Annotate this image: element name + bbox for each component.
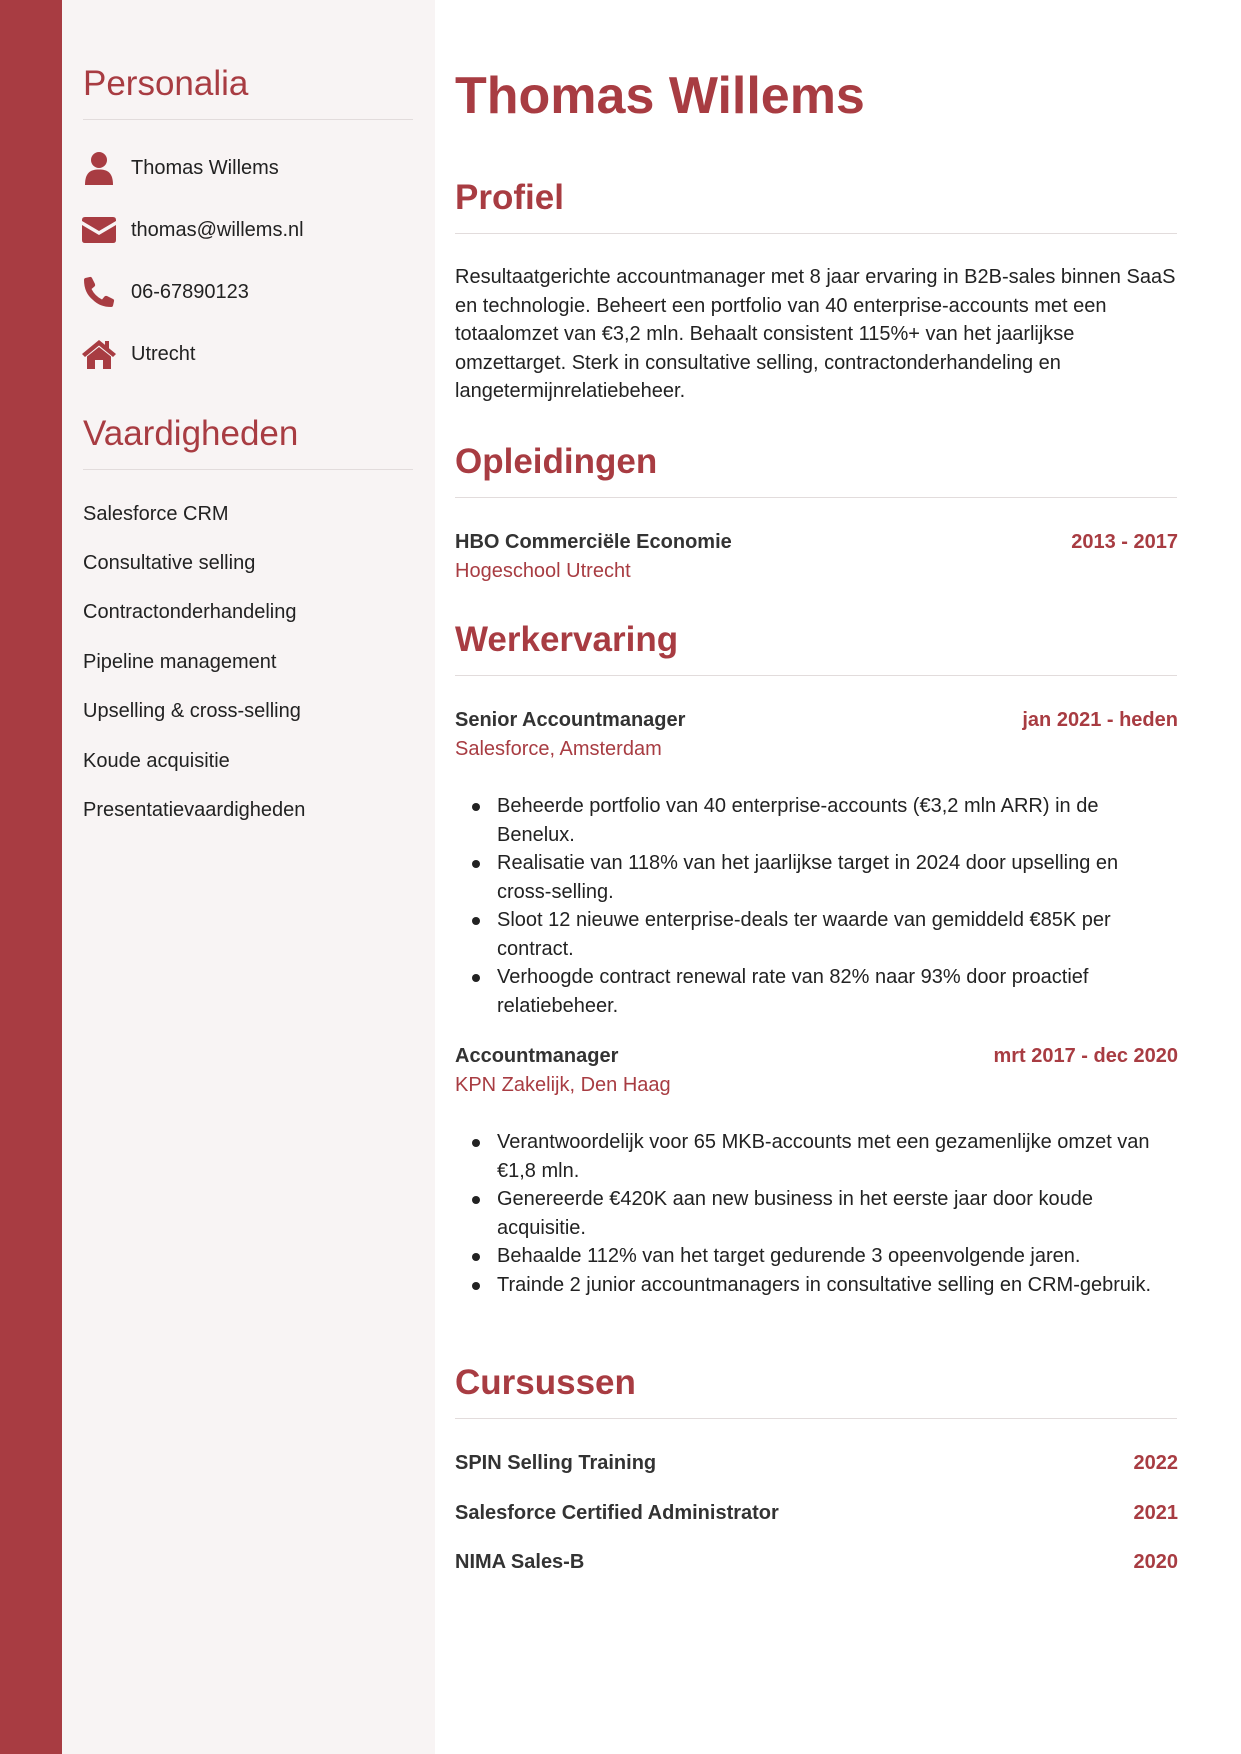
profile-title: Profiel <box>455 178 564 217</box>
personalia-divider <box>83 119 413 120</box>
course-year: 2021 <box>1133 1502 1178 1524</box>
main-content <box>455 0 1180 1754</box>
personalia-title: Personalia <box>83 64 249 103</box>
courses-divider <box>455 1418 1177 1419</box>
skill-item: Contractonderhandeling <box>83 601 297 623</box>
education-divider <box>455 497 1177 498</box>
education-title: Opleidingen <box>455 442 658 481</box>
work-divider <box>455 675 1177 676</box>
job-bullet: Genereerde €420K aan new business in het eerste jaar door koude acquisitie. <box>455 1185 1177 1242</box>
job-bullets <box>455 1128 1177 1299</box>
contact-name-row <box>81 148 279 188</box>
education-degree: HBO Commerciële Economie <box>455 531 732 553</box>
candidate-name: Thomas Willems <box>455 67 865 125</box>
course-title: Salesforce Certified Administrator <box>455 1502 779 1524</box>
skill-item: Upselling & cross-selling <box>83 700 301 722</box>
skill-item: Consultative selling <box>83 552 256 574</box>
education-date: 2013 - 2017 <box>1071 531 1178 553</box>
job-bullet: Sloot 12 nieuwe enterprise-deals ter waarde van gemiddeld €85K per contract. <box>455 906 1177 963</box>
job-date: mrt 2017 - dec 2020 <box>993 1045 1178 1067</box>
education-institution: Hogeschool Utrecht <box>455 560 631 582</box>
job-bullet: Behaalde 112% van het target gedurende 3 opeenvolgende jaren. <box>455 1242 1177 1271</box>
profile-text: Resultaatgerichte accountmanager met 8 jaar ervaring in B2B-sales binnen SaaS en technologie. Beheert een portfolio van 40 enterprise-accounts met een totaalomzet van €3,2 mln. Behaalt consistent 115%+ van het jaarlijkse omzettarget. Sterk in consultative selling, contractonderhandeling en langetermijnrelatiebeheer. <box>455 266 1176 402</box>
contact-phone-row <box>81 272 249 312</box>
skills-title: Vaardigheden <box>83 414 299 453</box>
user-icon <box>81 150 117 186</box>
contact-city-row <box>81 334 195 374</box>
skill-item: Presentatievaardigheden <box>83 799 306 821</box>
work-title: Werkervaring <box>455 620 679 659</box>
job-title: Senior Accountmanager <box>455 709 686 731</box>
course-title: SPIN Selling Training <box>455 1452 657 1474</box>
contact-name: Thomas Willems <box>131 156 279 179</box>
contact-phone[interactable]: 06-67890123 <box>131 280 249 303</box>
skill-item: Koude acquisitie <box>83 750 230 772</box>
job-bullet: Beheerde portfolio van 40 enterprise-accounts (€3,2 mln ARR) in de Benelux. <box>455 792 1177 849</box>
accent-stripe <box>0 0 62 1754</box>
job-title: Accountmanager <box>455 1045 619 1067</box>
job-date: jan 2021 - heden <box>1022 709 1178 731</box>
course-title: NIMA Sales-B <box>455 1551 585 1573</box>
envelope-icon <box>81 212 117 248</box>
profile-divider <box>455 233 1177 234</box>
job-bullet: Trainde 2 junior accountmanagers in consultative selling en CRM-gebruik. <box>455 1271 1177 1300</box>
skill-item: Pipeline management <box>83 651 277 673</box>
job-bullet: Verhoogde contract renewal rate van 82% naar 93% door proactief relatiebeheer. <box>455 963 1177 1020</box>
home-icon <box>81 336 117 372</box>
course-year: 2020 <box>1133 1551 1178 1573</box>
skills-divider <box>83 469 413 470</box>
job-bullet: Realisatie van 118% van het jaarlijkse target in 2024 door upselling en cross-selling. <box>455 849 1177 906</box>
phone-icon <box>81 274 117 310</box>
contact-email[interactable]: thomas@willems.nl <box>131 218 304 241</box>
job-bullet: Verantwoordelijk voor 65 MKB-accounts met een gezamenlijke omzet van €1,8 mln. <box>455 1128 1177 1185</box>
course-year: 2022 <box>1133 1452 1178 1474</box>
job-bullets <box>455 792 1177 1020</box>
skill-item: Salesforce CRM <box>83 503 229 525</box>
sidebar <box>62 0 435 1754</box>
job-company: Salesforce, Amsterdam <box>455 738 662 760</box>
contact-email-row <box>81 210 304 250</box>
contact-city: Utrecht <box>131 342 196 365</box>
job-company: KPN Zakelijk, Den Haag <box>455 1074 671 1096</box>
courses-title: Cursussen <box>455 1363 636 1402</box>
